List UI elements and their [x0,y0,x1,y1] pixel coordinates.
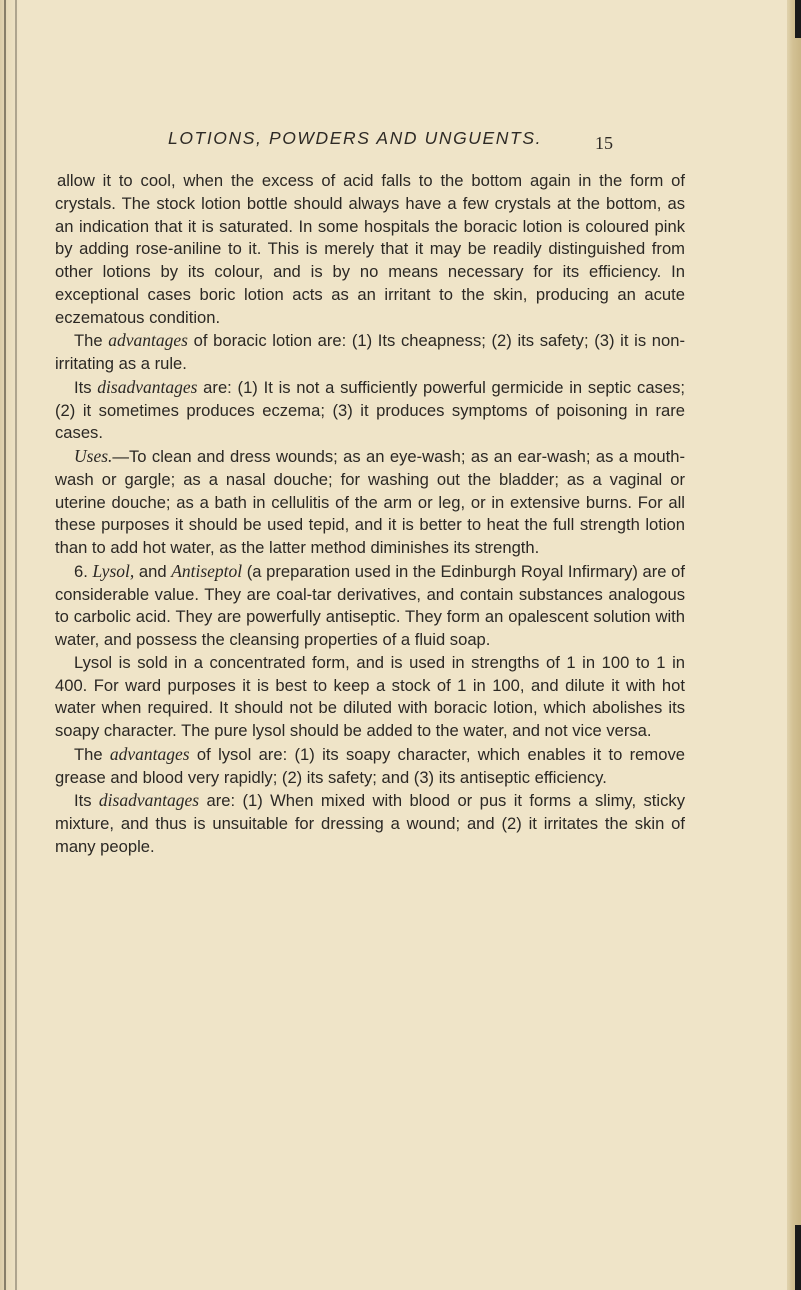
paragraph: The advantages of boracic lotion are: (1) Its cheapness; (2) its safety; (3) it is non-irritating as a rule. [55,330,685,373]
emphasis: advantages [108,330,188,351]
paragraph: 6. Lysol, and Antiseptol (a preparation used in the Edinburgh Royal Infirmary) are of considerable value. They are coal-tar derivatives, and contain substances analogous to carbolic acid. They are powerfully antiseptic. They form an opalescent solution with water, and possess the cleansing properties of a fluid soap. [55,560,685,649]
emphasis: Lysol, [92,560,135,581]
page-edge-line [4,0,6,1290]
emphasis: disadvantages [98,790,200,811]
emphasis: advantages [109,743,190,764]
page-gutter [0,0,20,1290]
edge-tab-mark [795,0,801,38]
emphasis: Uses. [74,446,113,466]
emphasis: Antiseptol [171,560,243,581]
paragraph: Lysol is sold in a concentrated form, and is used in strengths of 1 in 100 to 1 in 400. For ward purposes it is best to keep a stock of 1 in 100, and dilute it with hot water when required. It should not be diluted with boracic lotion, which abolishes its soapy character. The pure lysol should be added to the water, and not vice versa. [55,652,685,740]
page-number: 15 [595,133,613,153]
running-head: LOTIONS, POWDERS AND UNGUENTS. [168,128,543,148]
page-edge-line [15,0,17,1290]
paragraph: allow it to cool, when the excess of acid falls to the bottom again in the form of crystals. The stock lotion bottle should always have a few crystals at the bottom, as an indication that it is saturated. In some hospitals the boracic lotion is coloured pink by adding rose-aniline to it. This is merely that it may be readily distinguished from other lotions by its colour, and is by no means necessary for its efficiency. In exceptional cases boric lotion acts as an irritant to the skin, producing an acute eczematous condition. [55,171,685,327]
emphasis: disadvantages [97,376,198,397]
paragraph: The advantages of lysol are: (1) its soapy character, which enables it to remove grease and blood very rapidly; (2) its safety; and (3) its antiseptic efficiency. [55,743,685,787]
edge-tab-mark [795,1225,801,1290]
page-body [55,170,685,859]
fore-edge [787,0,801,1290]
paragraph: Uses.—To clean and dress wounds; as an eye-wash; as an ear-wash; as a mouth-wash or gargle; as a nasal douche; for washing out the bladder; as a vaginal or uterine douche; as a bath in cellulitis of the arm or leg, or in extensive burns. For all these purposes it should be used tepid, and it is better to heat the full strength lotion than to add hot water, as the latter method diminishes its strength. [55,446,685,557]
paragraph: Its disadvantages are: (1) It is not a sufficiently powerful germicide in septic cases; (2) it sometimes produces eczema; (3) it produces symptoms of poisoning in rare cases. [55,376,685,443]
paragraph: Its disadvantages are: (1) When mixed with blood or pus it forms a slimy, sticky mixture, and thus is unsuitable for dressing a wound; and (2) it irritates the skin of many people. [55,790,685,856]
